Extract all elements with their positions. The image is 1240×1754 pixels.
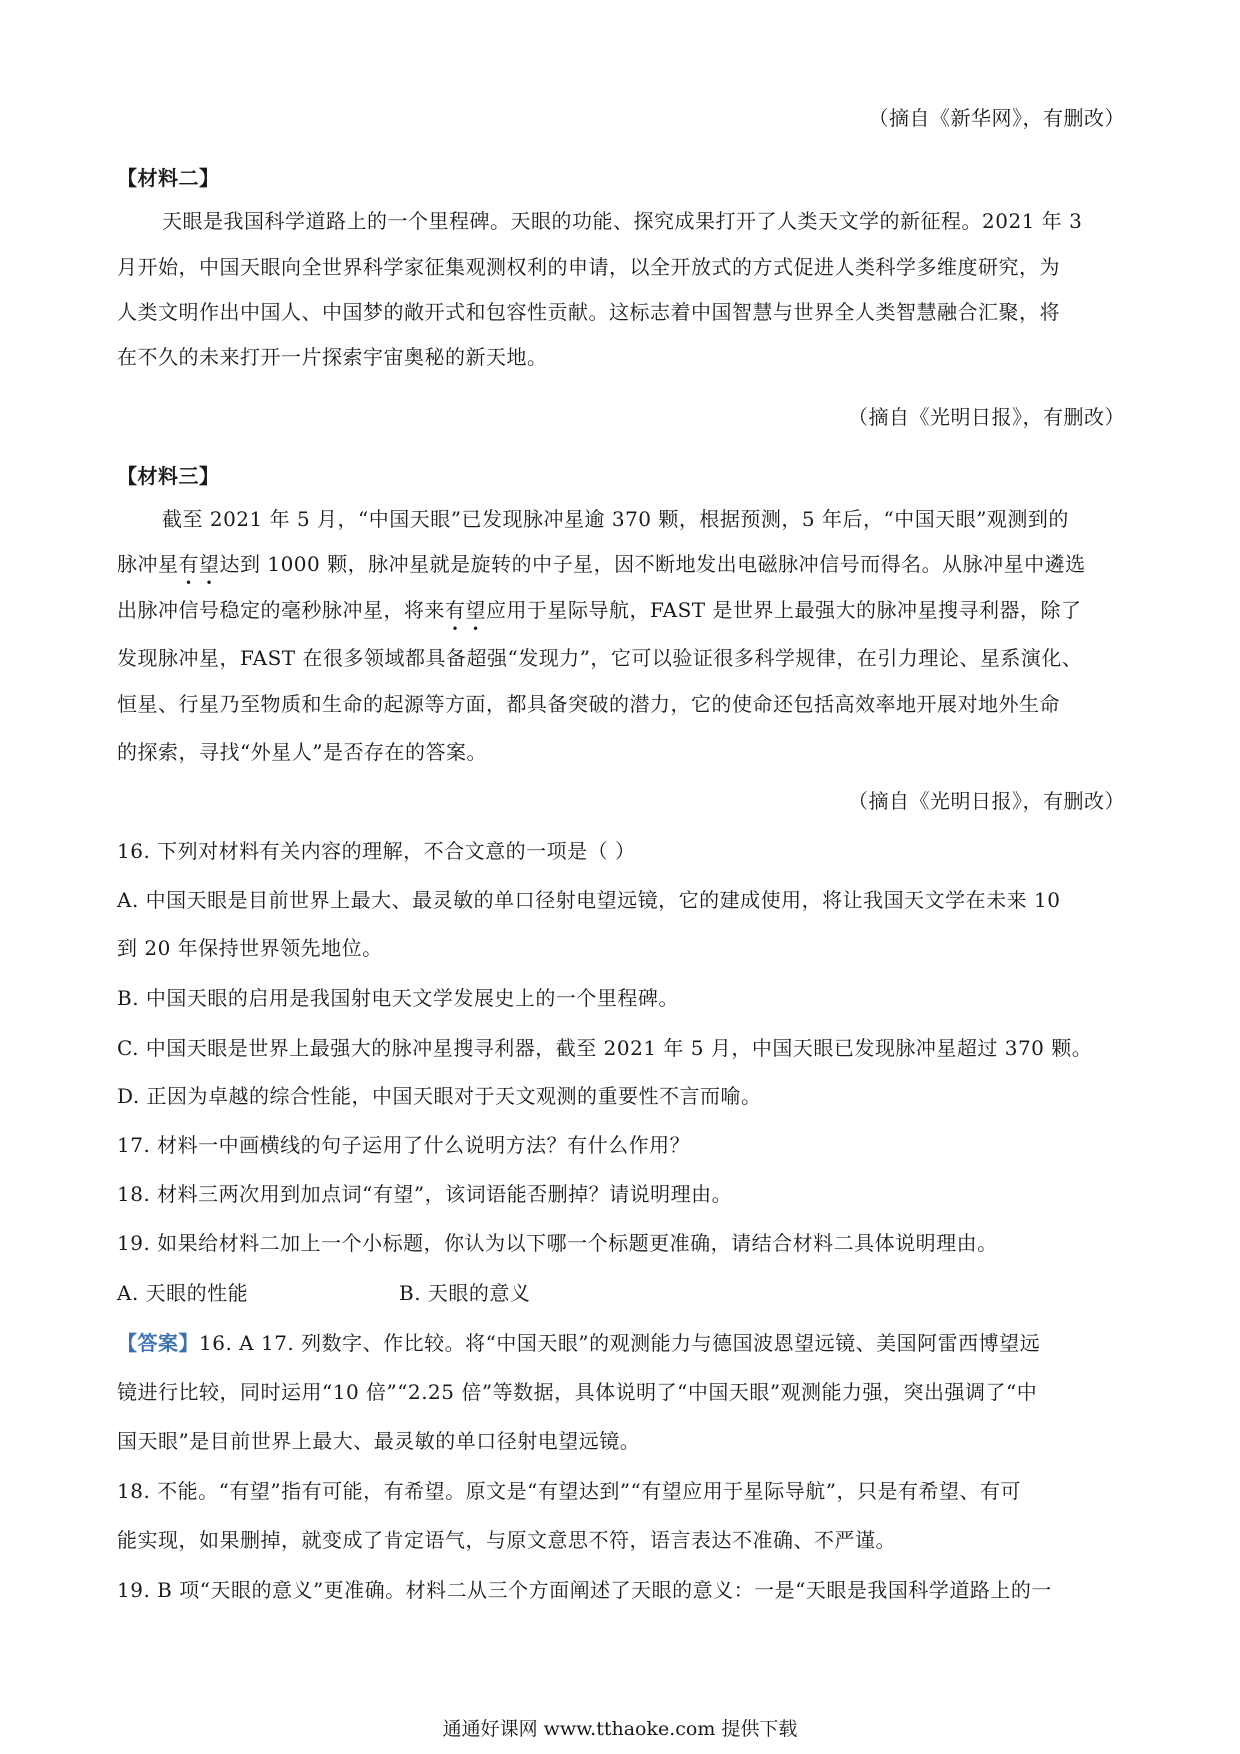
answer-tag: 【答案】 bbox=[117, 1331, 199, 1355]
answer-line: 镜进行比较，同时运用“10 倍”“2.25 倍”等数据，具体说明了“中国天眼”观测能力强，突出强调了“中 bbox=[117, 1380, 1038, 1404]
text-segment: 脉冲星 bbox=[117, 552, 179, 576]
question-19-options bbox=[117, 1279, 1127, 1307]
text-segment: 应用于星际导航，FAST 是世界上最强大的脉冲星搜寻利器，除了 bbox=[486, 598, 1082, 622]
question-19: 19. 如果给材料二加上一个小标题，你认为以下哪一个标题更准确，请结合材料二具体说明理由。 bbox=[117, 1231, 998, 1255]
source-xinhua: （摘自《新华网》，有删改） bbox=[868, 106, 1125, 130]
source-guangming-2: （摘自《光明日报》，有删改） bbox=[848, 789, 1125, 813]
text-segment: 达到 1000 颗，脉冲星就是旋转的中子星，因不断地发出电磁脉冲信号而得名。从脉冲星中遴选 bbox=[219, 552, 1086, 576]
material2-line: 人类文明作出中国人、中国梦的敞开式和包容性贡献。这标志着中国智慧与世界全人类智慧融合汇聚，将 bbox=[117, 300, 1060, 324]
option-d: D. 正因为卓越的综合性能，中国天眼对于天文观测的重要性不言而喻。 bbox=[117, 1084, 762, 1108]
option-19-b: B. 天眼的意义 bbox=[399, 1281, 531, 1305]
option-a-cont: 到 20 年保持世界领先地位。 bbox=[117, 936, 383, 960]
material3-line: 的探索，寻找“外星人”是否存在的答案。 bbox=[117, 740, 487, 764]
material3-line bbox=[117, 550, 1127, 578]
option-a: A. 中国天眼是目前世界上最大、最灵敏的单口径射电望远镜，它的建成使用，将让我国天文学在未来 10 bbox=[117, 888, 1061, 912]
answer-line: 19. B 项“天眼的意义”更准确。材料二从三个方面阐述了天眼的意义：一是“天眼是我国科学道路上的一 bbox=[117, 1578, 1052, 1602]
emphasis-dot-char: 望 bbox=[465, 598, 486, 622]
material3-line: 恒星、行星乃至物质和生命的起源等方面，都具备突破的潜力，它的使命还包括高效率地开展对地外生命 bbox=[117, 692, 1060, 716]
option-b: B. 中国天眼的启用是我国射电天文学发展史上的一个里程碑。 bbox=[117, 986, 679, 1010]
answer-line: 能实现，如果删掉，就变成了肯定语气，与原文意思不符，语言表达不准确、不严谨。 bbox=[117, 1528, 896, 1552]
question-17: 17. 材料一中画横线的句子运用了什么说明方法？有什么作用？ bbox=[117, 1133, 691, 1157]
material3-line bbox=[117, 596, 1127, 624]
option-c: C. 中国天眼是世界上最强大的脉冲星搜寻利器，截至 2021 年 5 月，中国天眼已发现脉冲星超过 370 颗。 bbox=[117, 1036, 1093, 1060]
material2-line: 天眼是我国科学道路上的一个里程碑。天眼的功能、探究成果打开了人类天文学的新征程。2021 年 3 bbox=[162, 209, 1083, 233]
emphasis-dot-char: 望 bbox=[199, 552, 220, 576]
material3-heading: 【材料三】 bbox=[117, 464, 220, 488]
material2-line: 在不久的未来打开一片探索宇宙奥秘的新天地。 bbox=[117, 345, 548, 369]
material3-line: 发现脉冲星，FAST 在很多领域都具备超强“发现力”，它可以验证很多科学规律，在引力理论、星系演化、 bbox=[117, 646, 1083, 670]
answer-line: 国天眼”是目前世界上最大、最灵敏的单口径射电望远镜。 bbox=[117, 1429, 641, 1453]
emphasis-dot-char: 有 bbox=[178, 552, 199, 576]
question-16: 16. 下列对材料有关内容的理解，不合文意的一项是（ ） bbox=[117, 839, 636, 863]
option-19-a: A. 天眼的性能 bbox=[117, 1281, 249, 1305]
material2-line: 月开始，中国天眼向全世界科学家征集观测权利的申请，以全开放式的方式促进人类科学多维度研究，为 bbox=[117, 255, 1060, 279]
answer-line: 18. 不能。“有望”指有可能，有希望。原文是“有望达到”“有望应用于星际导航”，只是有希望、有可 bbox=[117, 1479, 1022, 1503]
material3-line: 截至 2021 年 5 月，“中国天眼”已发现脉冲星逾 370 颗，根据预测，5 年后，“中国天眼”观测到的 bbox=[162, 507, 1069, 531]
material2-heading: 【材料二】 bbox=[117, 166, 220, 190]
source-guangming: （摘自《光明日报》，有删改） bbox=[848, 405, 1125, 429]
answer-line bbox=[117, 1329, 1127, 1357]
question-18: 18. 材料三两次用到加点词“有望”，该词语能否删掉？请说明理由。 bbox=[117, 1182, 733, 1206]
emphasis-dot-char: 有 bbox=[445, 598, 466, 622]
footer-source: 通通好课网 www.tthaoke.com 提供下载 bbox=[442, 1718, 798, 1740]
answer-text: 16. A 17. 列数字、作比较。将“中国天眼”的观测能力与德国波恩望远镜、美国阿雷西博望远 bbox=[199, 1331, 1041, 1355]
text-segment: 出脉冲信号稳定的毫秒脉冲星，将来 bbox=[117, 598, 445, 622]
